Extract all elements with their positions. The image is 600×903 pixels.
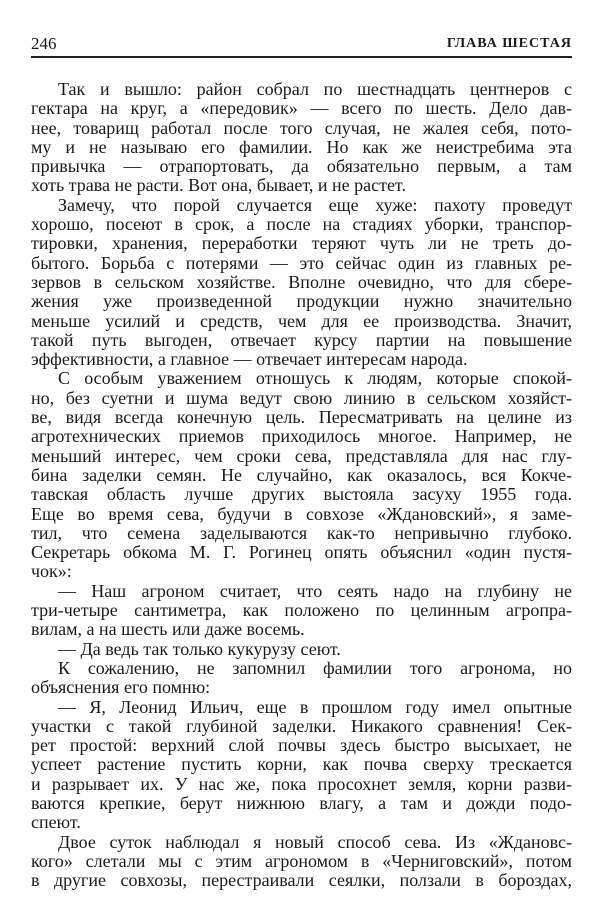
- text-line: нее, товарищ работал после того случая, не жалея себя, пото-: [31, 117, 572, 138]
- text-line: Так и вышло: район собрал по шестнадцать центнеров с: [58, 79, 572, 99]
- text-line: му и не называю его фамилии. Но как же неистребима эта: [31, 136, 572, 157]
- text-line: Двое суток наблюдал я новый способ сева. Из «Ждановс-: [58, 831, 572, 852]
- text-line: — Наш агроном считает, что сеять надо на глубину не: [58, 580, 572, 601]
- text-line: Секретарь обкома М. Г. Рогинец опять объяснил «один пустя-: [31, 542, 572, 563]
- text-line: — Да ведь так только кукурузу сеют.: [58, 638, 341, 659]
- page-number: 246: [31, 34, 57, 53]
- text-line: хоть трава не расти. Вот она, бывает, и не растет.: [31, 175, 406, 196]
- text-line: чок»:: [31, 561, 72, 582]
- paragraph: [31, 80, 572, 196]
- text-line: меньший интерес, чем сроки сева, представляла для нас глу-: [31, 445, 572, 466]
- text-line: тил, что семена заделываются как-то непривычно глубоко.: [31, 522, 572, 543]
- text-line: вилам, а на шесть или даже восемь.: [31, 619, 305, 640]
- text-line: ваются крепкие, берут нижнюю влагу, а там и дожди подо-: [31, 792, 572, 813]
- text-line: участки с такой глубиной заделки. Никакого сравнения! Сек-: [31, 715, 572, 736]
- text-line: и разрывает их. У нас же, пока просохнет земля, корни разви-: [31, 773, 572, 794]
- text-line: бина заделки семян. Не случайно, как оказалось, вся Кокче-: [31, 464, 572, 485]
- text-line: Замечу, что порой случается еще хуже: пахоту проведут: [58, 194, 572, 215]
- text-line: агротехнических приемов приходилось многое. Например, не: [31, 426, 572, 447]
- body-text: [31, 80, 572, 890]
- text-line: тавская область лучше других выстояла засуху 1955 года.: [31, 484, 572, 505]
- text-line: К сожалению, не запомнил фамилии того агронома, но: [58, 657, 572, 678]
- paragraph: [31, 659, 572, 698]
- text-line: гектара на круг, а «передовик» — всего по шесть. Дело дав-: [31, 98, 572, 119]
- text-line: хорошо, посеют в срок, а после на стадиях уборки, транспор-: [31, 214, 572, 235]
- paragraph: [31, 698, 572, 833]
- paragraph: [31, 582, 572, 640]
- text-line: рет простой: верхний слой почвы здесь быстро высыхает, не: [31, 735, 572, 756]
- paragraph: [31, 833, 572, 891]
- text-line: объяснения его помню:: [31, 677, 211, 698]
- text-line: жения уже произведенной продукции нужно значительно: [31, 291, 572, 312]
- text-line: тировки, хранения, переработки теряют чуть ли не треть до-: [31, 233, 572, 254]
- text-line: в другие совхозы, перестраивали сеялки, ползали в бороздах,: [31, 870, 572, 891]
- text-line: привычка — отрапортовать, да обязательно первым, а там: [31, 156, 572, 177]
- text-line: эффективности, а главное — отвечает интересам народа.: [31, 349, 468, 370]
- page-header: [31, 34, 572, 58]
- paragraph: [31, 196, 572, 370]
- text-line: спеют.: [31, 812, 81, 833]
- paragraph: [31, 369, 572, 581]
- text-line: такой путь выгоден, отвечает курсу партии на повышение: [31, 329, 572, 350]
- text-line: но, без суетни и шума ведут свою линию в сельском хозяйст-: [31, 387, 572, 408]
- paragraph: [31, 640, 572, 659]
- text-line: бытого. Борьба с потерями — это сейчас один из главных ре-: [31, 252, 572, 273]
- text-line: три-четыре сантиметра, как положено по целинным агропра-: [31, 600, 572, 621]
- text-line: кого» слетали мы с этим агрономом в «Черниговский», потом: [31, 850, 572, 871]
- text-line: зервов в сельском хозяйстве. Вполне очевидно, что для сбере-: [31, 271, 572, 292]
- text-line: Еще во время сева, будучи в совхозе «Ждановский», я заме-: [31, 503, 572, 524]
- text-line: успеет растение пустить корни, как почва сверху трескается: [31, 754, 572, 775]
- text-line: ве, видя всегда конечную цель. Пересматривать на целине из: [31, 407, 572, 428]
- running-title: ГЛАВА ШЕСТАЯ: [446, 36, 572, 51]
- text-line: — Я, Леонид Ильич, еще в прошлом году имел опытные: [58, 696, 572, 717]
- text-line: меньше усилий и средств, чем для ее производства. Значит,: [31, 310, 572, 331]
- text-line: С особым уважением отношусь к людям, которые спокой-: [58, 368, 572, 389]
